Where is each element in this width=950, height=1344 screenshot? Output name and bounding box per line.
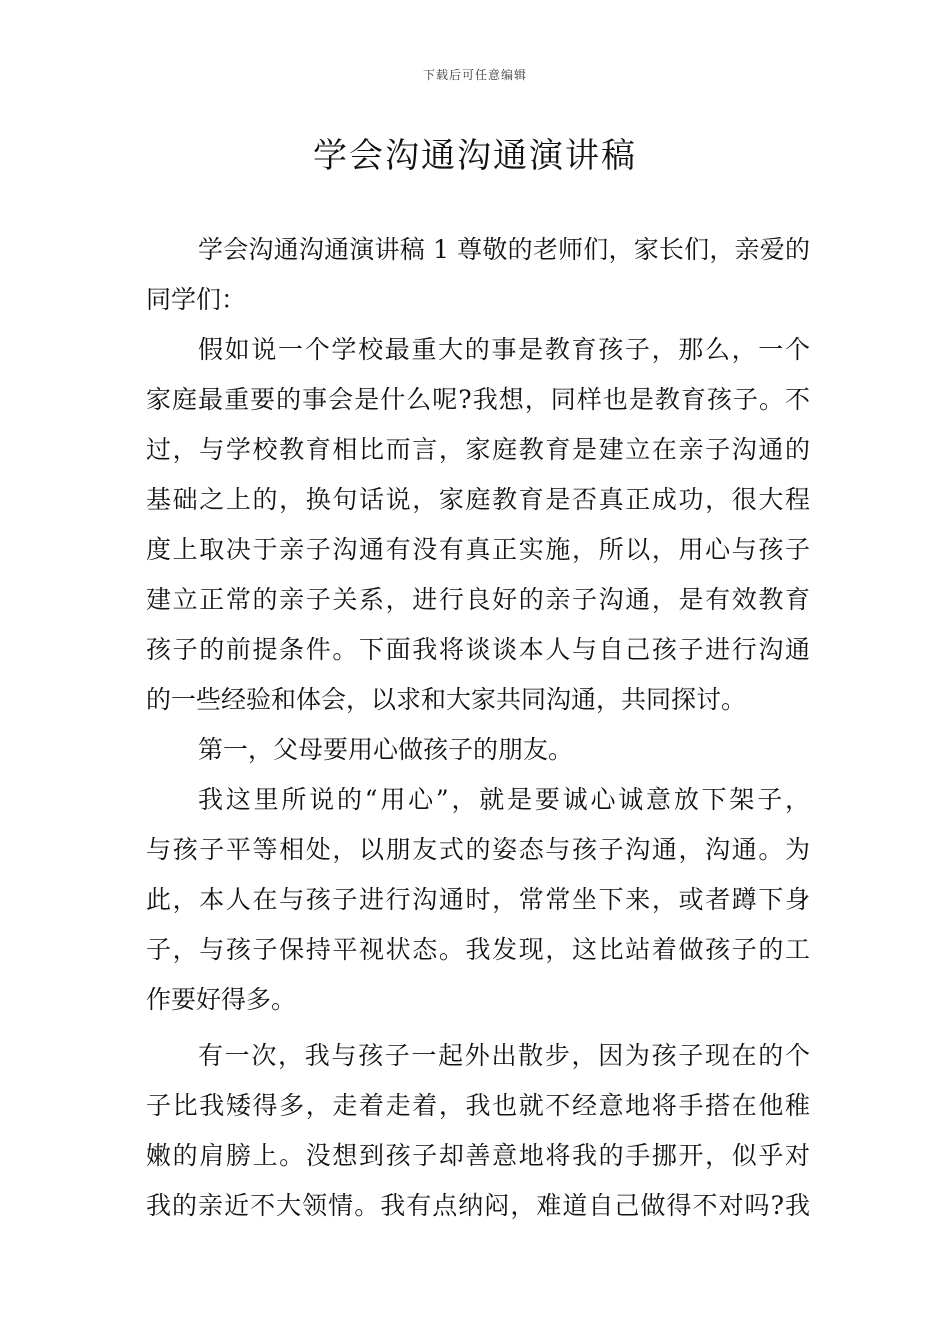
- text-line: 建立正常的亲子关系，进行良好的亲子沟通，是有效教育: [146, 585, 810, 614]
- paragraph: [146, 326, 810, 726]
- text-line: 过，与学校教育相比而言，家庭教育是建立在亲子沟通的: [146, 435, 810, 464]
- paragraph: [146, 776, 810, 1026]
- text-line: 假如说一个学校最重大的事是教育孩子，那么，一个: [198, 335, 810, 364]
- paragraph: [146, 226, 810, 326]
- document-body: [146, 226, 810, 1232]
- text-line: 第一，父母要用心做孩子的朋友。: [198, 735, 574, 764]
- text-line: 家庭最重要的事会是什么呢?我想，同样也是教育孩子。不: [146, 385, 810, 414]
- text-line: 作要好得多。: [146, 985, 297, 1014]
- text-line: 我的亲近不大领情。我有点纳闷，难道自己做得不对吗?我: [146, 1191, 810, 1220]
- header-note: 下载后可任意编辑: [422, 68, 527, 82]
- text-line: 子，与孩子保持平视状态。我发现，这比站着做孩子的工: [146, 935, 810, 964]
- text-line: 学会沟通沟通演讲稿 1 尊敬的老师们，家长们，亲爱的: [198, 235, 810, 264]
- document-title: 学会沟通沟通演讲稿: [313, 136, 637, 176]
- text-line: 我这里所说的“用心”，就是要诚心诚意放下架子，: [198, 785, 810, 814]
- text-line: 基础之上的，换句话说，家庭教育是否真正成功，很大程: [146, 485, 810, 514]
- text-line: 同学们：: [146, 285, 247, 314]
- text-line: 的一些经验和体会，以求和大家共同沟通，共同探讨。: [146, 685, 747, 714]
- text-line: 嫩的肩膀上。没想到孩子却善意地将我的手挪开，似乎对: [146, 1141, 810, 1170]
- paragraph: [146, 1032, 810, 1232]
- text-line: 孩子的前提条件。下面我将谈谈本人与自己孩子进行沟通: [146, 635, 810, 664]
- paragraph: [146, 726, 810, 776]
- text-line: 与孩子平等相处，以朋友式的姿态与孩子沟通，沟通。为: [146, 835, 810, 864]
- text-line: 有一次，我与孩子一起外出散步，因为孩子现在的个: [198, 1041, 810, 1070]
- text-line: 度上取决于亲子沟通有没有真正实施，所以，用心与孩子: [146, 535, 810, 564]
- text-line: 子比我矮得多，走着走着，我也就不经意地将手搭在他稚: [146, 1091, 810, 1120]
- text-line: 此，本人在与孩子进行沟通时，常常坐下来，或者蹲下身: [146, 885, 810, 914]
